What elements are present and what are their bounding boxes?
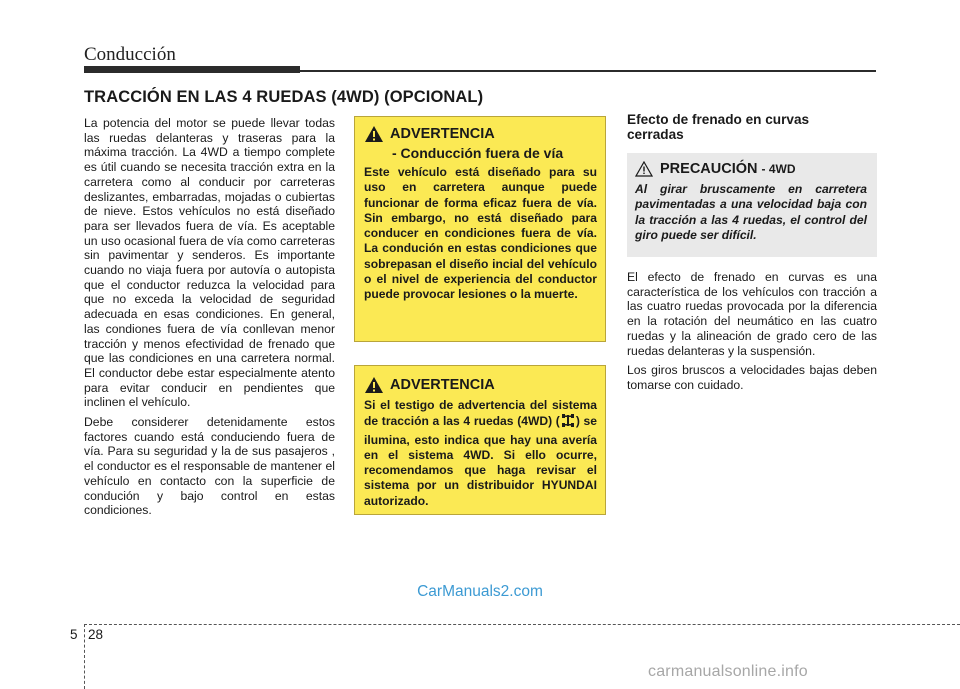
caution-body: Al girar bruscamente en carretera pavimentadas a una velocidad baja con la tracción a las 4 ruedas, el control del giro puede ser difícil. bbox=[635, 182, 867, 242]
watermark-link[interactable]: CarManuals2.com bbox=[417, 583, 543, 600]
caution-heading-text: PRECAUCIÓN bbox=[660, 161, 758, 177]
page-number: 28 bbox=[88, 627, 104, 642]
chapter-number: 5 bbox=[70, 627, 78, 642]
section-title: TRACCIÓN EN LAS 4 RUEDAS (4WD) (OPCIONAL) bbox=[84, 88, 484, 106]
warning-heading-text: ADVERTENCIA bbox=[390, 377, 495, 393]
header-rule-thin bbox=[300, 70, 876, 72]
paragraph: Debe considerer detenidamente estos factores cuando está conduciendo fuera de vía. Para su seguridad y la de sus pasajeros , el conductor es el responsable de mantener el vehículo en contacto con la superficie de condución y bajo control en estas condiciones. bbox=[84, 415, 335, 518]
caution-heading-suffix: - 4WD bbox=[761, 162, 796, 176]
body-column-1 bbox=[84, 116, 335, 523]
4wd-warning-light-icon bbox=[561, 413, 575, 432]
warning-body-part1: Si el testigo de advertencia del sistema de tracción a las 4 ruedas (4WD) ( bbox=[364, 398, 597, 429]
chapter-title: Conducción bbox=[84, 44, 176, 65]
warning-heading bbox=[364, 376, 597, 394]
warning-triangle-icon bbox=[364, 376, 384, 394]
body-column-3 bbox=[627, 270, 877, 398]
warning-heading bbox=[364, 125, 597, 143]
warning-box-offroad bbox=[354, 116, 606, 342]
warning-subheading: - Conducción fuera de vía bbox=[392, 145, 564, 161]
footer-site-link[interactable]: carmanualsonline.info bbox=[648, 663, 808, 680]
warning-body bbox=[364, 398, 597, 509]
footer-rule bbox=[84, 624, 960, 625]
warning-body-part2: ) se ilumina, esto indica que hay una avería en el sistema 4WD. Si ello ocurre, recomendamos que haga revisar el sistema por un distribuidor HYUNDAI autorizado. bbox=[364, 414, 598, 508]
paragraph: El efecto de frenado en curvas es una característica de los vehículos con tracción a las cuatro ruedas provocada por la diferencia en la rotación del neumático en las cuatro ruedas y la alineación de grado cero de las ruedas delanteras y la suspensión. bbox=[627, 270, 877, 358]
warning-heading-text: ADVERTENCIA bbox=[390, 126, 495, 142]
warning-box-4wd-light bbox=[354, 365, 606, 515]
caution-box bbox=[627, 153, 877, 257]
paragraph: La potencia del motor se puede llevar todas las ruedas delanteras y traseras para la máxima tracción. La 4WD a tiempo complete es útil cuando se necesita tracción extra en la carretera como al conducir por carreteras deslizantes, embarradas, mojadas o cubiertas de nieve. Estos vehículos no está diseñado para ser llevados fuera de vía. Es aceptable un uso ocasional fuera de vía como carreteras sin pavimentar y senderos. Es importante cuando no viaja fuera por autovía o autopista que el conductor reduzca la velocidad para que no exceda la velocidad de seguridad adecuada en esas condiciones. En general, las condiones fuera de vía conllevan menor tracción y menos efectividad de frenado que que las condiciones en una carretera normal. El conductor debe estar especialmente atento para evitar conducir en pendientes que inclinen el vehículo. bbox=[84, 116, 335, 410]
caution-heading bbox=[635, 161, 867, 177]
caution-triangle-icon bbox=[635, 161, 653, 177]
subsection-heading: Efecto de frenado en curvas cerradas bbox=[627, 112, 810, 142]
paragraph: Los giros bruscos a velocidades bajas deben tomarse con cuidado. bbox=[627, 363, 877, 392]
header-rule-thick bbox=[84, 66, 300, 73]
warning-body: Este vehículo está diseñado para su uso en carretera aunque puede funcionar de forma eficaz fuera de vía. Sin embargo, no está diseñado para conducer en condiciones fuera de vía. La condución en estas condiciones que sobrepasan el diseño incial del vehículo o el nivel de experiencia del conductor puede provocar lesiones o la muerte. bbox=[364, 165, 597, 302]
footer-divider bbox=[84, 624, 85, 689]
warning-triangle-icon bbox=[364, 125, 384, 143]
